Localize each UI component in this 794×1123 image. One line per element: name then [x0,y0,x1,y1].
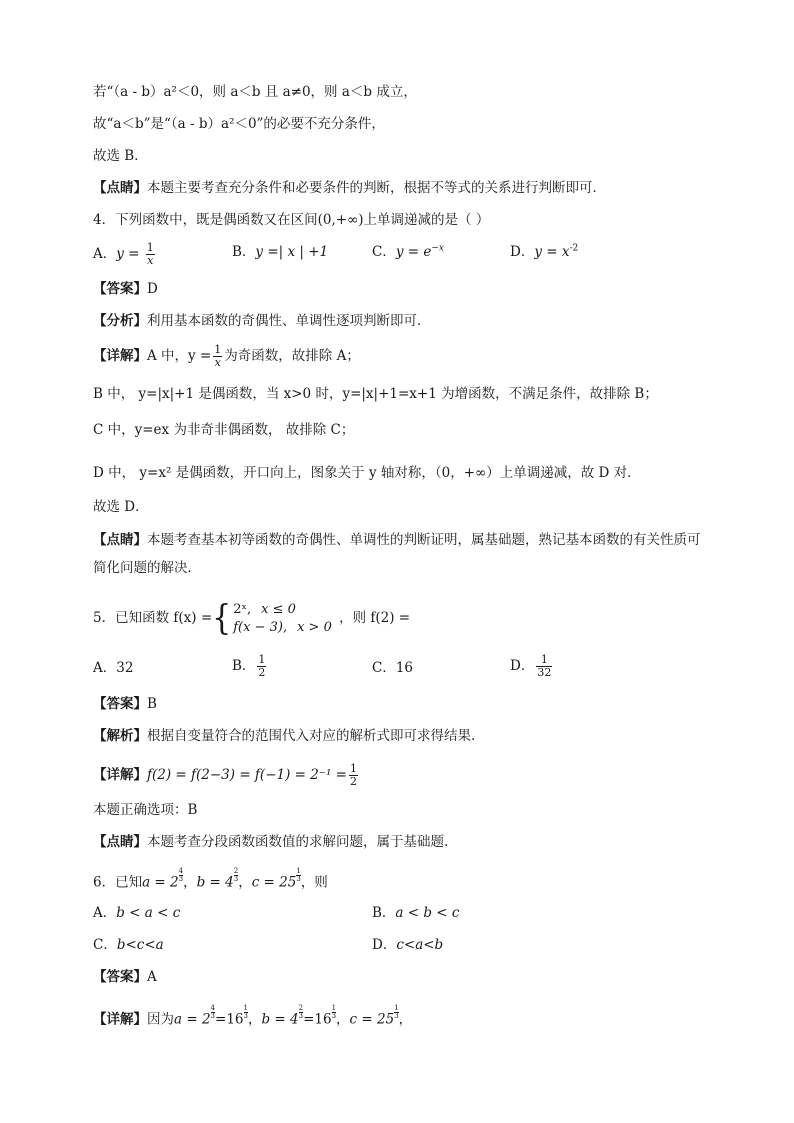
intro-line-2: 故“a＜b”是“（a - b）a²＜0”的必要不充分条件， [93,116,385,132]
q5-note: 【点睛】本题考查分段函数函数值的求解问题，属于基础题. [93,834,449,850]
q4-answer: 【答案】D [93,281,158,297]
q4-conclusion: 故选 D． [93,499,149,515]
q4-detail-d: D 中， y=x² 是偶函数，开口向上，图象关于 y 轴对称，（0，+∞）上单调递减，故 D 对． [93,465,641,481]
note-text: 本题主要考查充分条件和必要条件的判断，根据不等式的关系进行判断即可． [147,180,606,196]
q5-option-a: A．32 [93,660,134,676]
q4-detail-c: C 中，y=ex 为非奇非偶函数， 故排除 C； [93,422,355,438]
q6-option-d: D．c<a<b [372,937,444,953]
q5-correct: 本题正确选项：B [93,802,198,818]
q5-option-b: B． $\frac{1}{2}$ [232,653,266,679]
q6-detail: 【详解】因为a = 2 $\frac{4}{3}$ =16 $\frac{1}{3}$ ，b = 4 $\frac{2}{3}$ =16 $\frac{1}{3}$ ，c = 25 $\frac{1}{3}$ ， [93,1004,413,1028]
q5-analysis: 【解析】根据自变量符合的范围代入对应的解析式即可求得结果. [93,728,476,744]
q4-option-a: A．y = $\frac{1}{x}$ [93,241,154,267]
q6-option-c: C．b<c<a [93,937,164,953]
brace-glyph: { [212,597,232,639]
q5-detail: 【详解】f(2) = f(2−3) = f(−1) = 2⁻¹ = $\frac{1}{2}$ [93,762,357,788]
q6-stem: 6．已知a = 2 $\frac{4}{3}$ ，b = 4 $\frac{2}{3}$ ，c = 25 $\frac{1}{3}$ ，则 [93,867,328,891]
q4-option-c: C．$y = e^{-x}$ [372,243,444,260]
q4-detail-b: B 中， y=|x|+1 是偶函数，当 x>0 时，y=|x|+1=x+1 为增函数，不满足条件，故排除 B； [93,386,658,402]
q5-option-c: C．16 [372,660,414,676]
intro-line-3: 故选 B． [93,148,148,164]
q5-option-d: D． $\frac{1}{32}$ [510,653,552,679]
q4-stem: 4．下列函数中，既是偶函数又在区间(0,+∞)上单调递减的是（ ） [93,212,490,228]
note-label: 【点睛】 [93,180,147,196]
q4-detail-a: 【详解】A 中，y = $\frac{1}{x}$ 为奇函数，故排除 A； [93,343,360,369]
q5-stem: 5．已知函数 f(x) ={ 2ˣ, x ≤ 0 f(x − 3), x > 0 ，则 f(2) = [93,597,411,639]
q6-option-a: A．b < a < c [93,905,181,921]
q5-answer: 【答案】B [93,696,157,712]
q4-option-d: D．$y = x^{-2}$ [510,243,579,260]
intro-note [93,178,606,198]
piecewise-cases: 2ˣ, x ≤ 0 f(x − 3), x > 0 [233,601,332,635]
q6-option-b: B．a < b < c [372,905,460,921]
q4-note: 【点睛】本题考查基本初等函数的奇偶性、单调性的判断证明，属基础题，熟记基本函数的有关性质可简化问题的解决． [93,532,701,576]
intro-line-1: 若“（a - b）a²＜0，则 a＜b 且 a≠0，则 a＜b 成立， [93,84,417,100]
q6-answer: 【答案】A [93,969,157,985]
q4-option-b: B．y =| x | +1 [232,244,329,260]
q4-analysis: 【分析】利用基本函数的奇偶性、单调性逐项判断即可． [93,313,431,329]
